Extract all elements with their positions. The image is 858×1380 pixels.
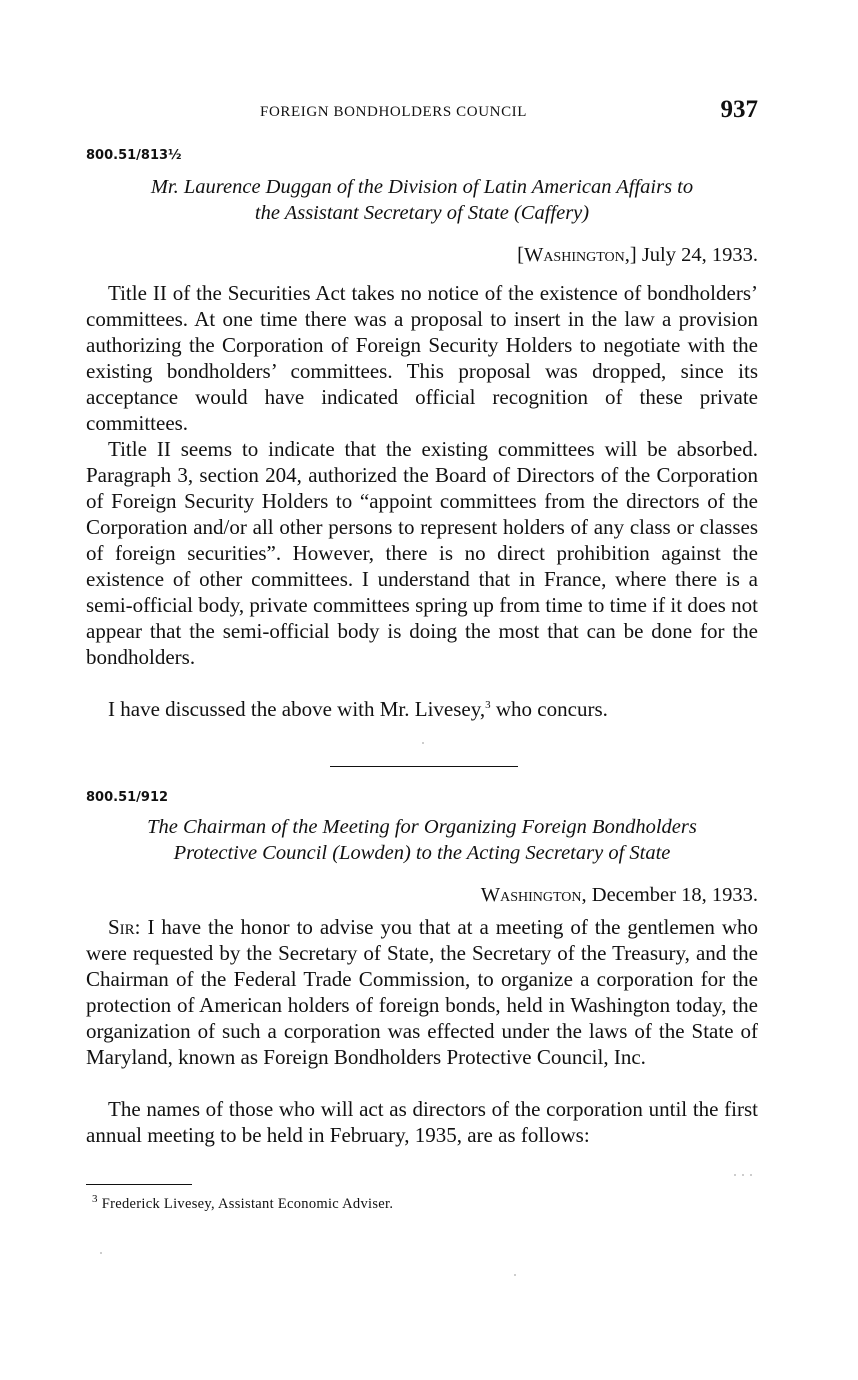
scan-speck bbox=[734, 1174, 736, 1176]
scan-speck bbox=[742, 1174, 744, 1176]
doc1-paragraph-1: Title II of the Securities Act takes no notice of the existence of bondholders’ committees. At one time there was a proposal to insert in the law a provision authorizing the Corporation of Foreign Security Holders to negotiate with the existing bondholders’ committees. This proposal was dropped, since its acceptance would have indicated official recognition of these private committees. bbox=[86, 281, 758, 435]
footnote-text: Frederick Livesey, Assistant Economic Adviser. bbox=[97, 1196, 394, 1212]
footnote-marker: 3 bbox=[92, 1193, 98, 1206]
doc2-title-line1: The Chairman of the Meeting for Organizing Foreign Bondholders bbox=[147, 816, 697, 838]
scan-speck bbox=[514, 1274, 516, 1276]
doc1-file-number: 800.51/813½ bbox=[86, 148, 182, 163]
footnote bbox=[92, 1193, 394, 1213]
scan-speck bbox=[100, 1252, 102, 1254]
scan-speck bbox=[422, 742, 424, 744]
scan-speck bbox=[750, 1174, 752, 1176]
doc1-paragraph-3-text: I have discussed the above with Mr. Livesey, bbox=[108, 697, 486, 721]
doc1-title-line2: the Assistant Secretary of State (Caffery) bbox=[254, 202, 590, 224]
doc1-date-place: Washington, bbox=[523, 244, 630, 266]
doc2-paragraph-1-text: I have the honor to advise you that at a meeting of the gentlemen who were requested by the Secretary of State, the Secretary of the Treasury, and the Chairman of the Federal Trade Commission, to organize a corporation for the protection of American holders of foreign bonds, held in Washington today, the organization of such a corporation was effected under the laws of the State of Maryland, known as Foreign Bondholders Protective Council, Inc. bbox=[86, 915, 758, 1069]
doc2-salutation: Sir: bbox=[108, 915, 141, 939]
running-head: FOREIGN BONDHOLDERS COUNCIL bbox=[260, 104, 528, 120]
page-number: 937 bbox=[720, 96, 758, 123]
footnote-reference: 3 bbox=[485, 699, 491, 711]
section-divider bbox=[330, 766, 518, 767]
doc1-title-line1: Mr. Laurence Duggan of the Division of Latin American Affairs to bbox=[150, 176, 694, 198]
doc1-paragraph-2: Title II seems to indicate that the existing committees will be absorbed. Paragraph 3, section 204, authorized the Board of Directors of the Corporation of Foreign Security Holders to “appoint committees from the directors of the Corporation and/or all other persons to represent holders of any class or classes of foreign securities”. However, there is no direct prohibition against the existence of other committees. I understand that in France, where there is a semi-official body, private committees spring up from time to time if it does not appear that the semi-official body is doing the most that can be done for the bondholders. bbox=[86, 437, 758, 669]
doc2-paragraph-2: The names of those who will act as directors of the corporation until the first annual meeting to be held in February, 1935, are as follows: bbox=[86, 1097, 758, 1147]
footnote-rule bbox=[86, 1184, 192, 1185]
doc2-title-line2: Protective Council (Lowden) to the Acting Secretary of State bbox=[173, 842, 671, 864]
doc1-date: July 24, 1933. bbox=[641, 244, 758, 266]
doc2-title bbox=[86, 814, 758, 866]
doc2-date-place: Washington, bbox=[480, 884, 587, 906]
doc1-title bbox=[86, 174, 758, 226]
doc2-date: December 18, 1933. bbox=[586, 884, 758, 906]
doc1-paragraph-3 bbox=[86, 696, 758, 722]
doc1-paragraph-3-end: who concurs. bbox=[490, 697, 608, 721]
doc2-dateline bbox=[481, 884, 758, 907]
doc2-file-number: 800.51/912 bbox=[86, 790, 169, 805]
doc2-paragraph-1 bbox=[86, 914, 758, 1070]
doc1-dateline: [Washington,] July 24, 1933. bbox=[517, 244, 758, 266]
page-header bbox=[86, 98, 758, 128]
